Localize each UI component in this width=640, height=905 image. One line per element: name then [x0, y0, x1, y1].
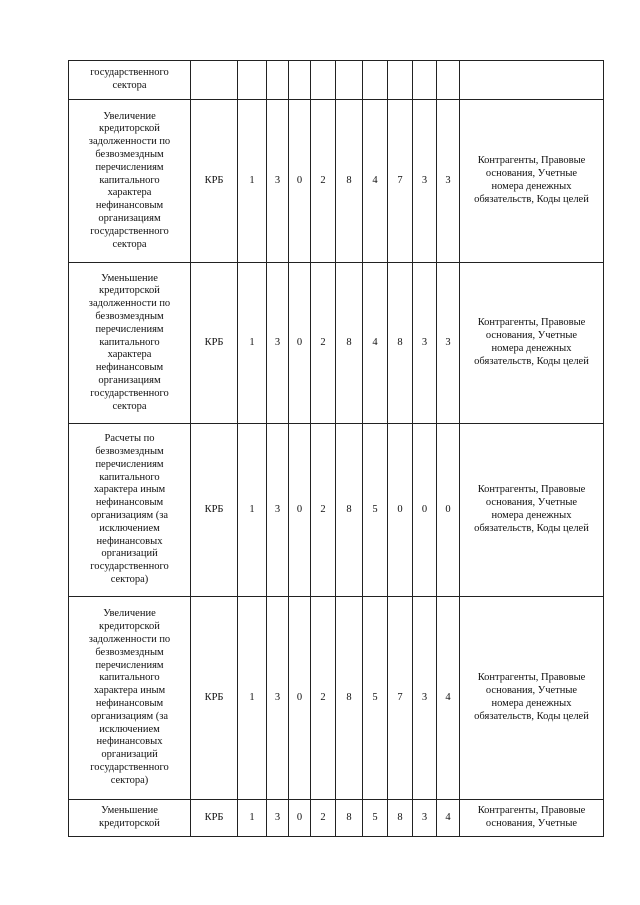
account-name: Увеличение кредиторской задолженности по безвозмездным перечислениям капитального характера нефинансовым организациям государственного сектора: [69, 100, 191, 263]
account-digit: 8: [336, 597, 363, 800]
budget-code: КРБ: [191, 424, 238, 597]
account-digit: 3: [413, 263, 437, 424]
account-digit: [437, 61, 460, 100]
account-digit: 2: [311, 800, 336, 837]
account-digit: 0: [289, 100, 311, 263]
account-digit: 0: [289, 597, 311, 800]
account-digit: 3: [437, 100, 460, 263]
account-digit: 4: [437, 597, 460, 800]
account-digit: 0: [289, 800, 311, 837]
budget-code: КРБ: [191, 597, 238, 800]
account-digit: 0: [437, 424, 460, 597]
table-row: [69, 100, 604, 263]
account-digit: 2: [311, 100, 336, 263]
account-digit: 4: [363, 263, 388, 424]
account-digit: 0: [289, 424, 311, 597]
account-digit: 3: [267, 263, 289, 424]
account-digit: 2: [311, 424, 336, 597]
analytics-cell: Контрагенты, Правовые основания, Учетные номера денежных обязательств, Коды целей: [460, 100, 604, 263]
account-digit: 4: [363, 100, 388, 263]
budget-code: КРБ: [191, 263, 238, 424]
account-name: Уменьшение кредиторской задолженности по безвозмездным перечислениям капитального характера нефинансовым организациям государственного сектора: [69, 263, 191, 424]
account-digit: [413, 61, 437, 100]
account-name: Увеличение кредиторской задолженности по безвозмездным перечислениям капитального характера иным нефинансовым организациям (за исключением нефинансовых организаций государственного сектора): [69, 597, 191, 800]
accounts-table: [68, 60, 604, 837]
budget-code: [191, 61, 238, 100]
analytics-cell: Контрагенты, Правовые основания, Учетные: [460, 800, 604, 837]
account-name: Уменьшение кредиторской: [69, 800, 191, 837]
account-digit: [388, 61, 413, 100]
table-row: [69, 424, 604, 597]
account-digit: 5: [363, 424, 388, 597]
account-digit: 8: [336, 263, 363, 424]
account-digit: 2: [311, 597, 336, 800]
account-digit: 4: [437, 800, 460, 837]
account-digit: 2: [311, 263, 336, 424]
account-digit: 1: [238, 800, 267, 837]
account-digit: [289, 61, 311, 100]
account-digit: 8: [336, 100, 363, 263]
account-digit: 1: [238, 100, 267, 263]
account-digit: [363, 61, 388, 100]
account-digit: 3: [437, 263, 460, 424]
budget-code: КРБ: [191, 800, 238, 837]
table-row: [69, 597, 604, 800]
account-digit: 1: [238, 263, 267, 424]
account-digit: 3: [267, 100, 289, 263]
account-name: Расчеты по безвозмездным перечислениям капитального характера иным нефинансовым организациям (за исключением нефинансовых организаций государственного сектора): [69, 424, 191, 597]
account-digit: 8: [336, 800, 363, 837]
table-row: [69, 61, 604, 100]
account-digit: 1: [238, 424, 267, 597]
account-digit: 8: [336, 424, 363, 597]
account-digit: 8: [388, 263, 413, 424]
account-digit: 3: [267, 424, 289, 597]
analytics-cell: Контрагенты, Правовые основания, Учетные номера денежных обязательств, Коды целей: [460, 263, 604, 424]
account-digit: 3: [413, 800, 437, 837]
account-digit: 5: [363, 800, 388, 837]
table-body: [69, 61, 604, 837]
account-digit: 0: [413, 424, 437, 597]
account-digit: 3: [413, 597, 437, 800]
account-digit: 7: [388, 597, 413, 800]
analytics-cell: [460, 61, 604, 100]
table-row: [69, 263, 604, 424]
account-digit: [336, 61, 363, 100]
account-digit: [267, 61, 289, 100]
account-digit: 0: [289, 263, 311, 424]
account-name: государственного сектора: [69, 61, 191, 100]
budget-code: КРБ: [191, 100, 238, 263]
account-digit: 3: [267, 800, 289, 837]
account-digit: 8: [388, 800, 413, 837]
account-digit: [238, 61, 267, 100]
account-digit: 3: [267, 597, 289, 800]
table-row: [69, 800, 604, 837]
account-digit: 5: [363, 597, 388, 800]
analytics-cell: Контрагенты, Правовые основания, Учетные номера денежных обязательств, Коды целей: [460, 597, 604, 800]
account-digit: 3: [413, 100, 437, 263]
account-digit: 7: [388, 100, 413, 263]
account-digit: 0: [388, 424, 413, 597]
account-digit: 1: [238, 597, 267, 800]
account-digit: [311, 61, 336, 100]
analytics-cell: Контрагенты, Правовые основания, Учетные номера денежных обязательств, Коды целей: [460, 424, 604, 597]
